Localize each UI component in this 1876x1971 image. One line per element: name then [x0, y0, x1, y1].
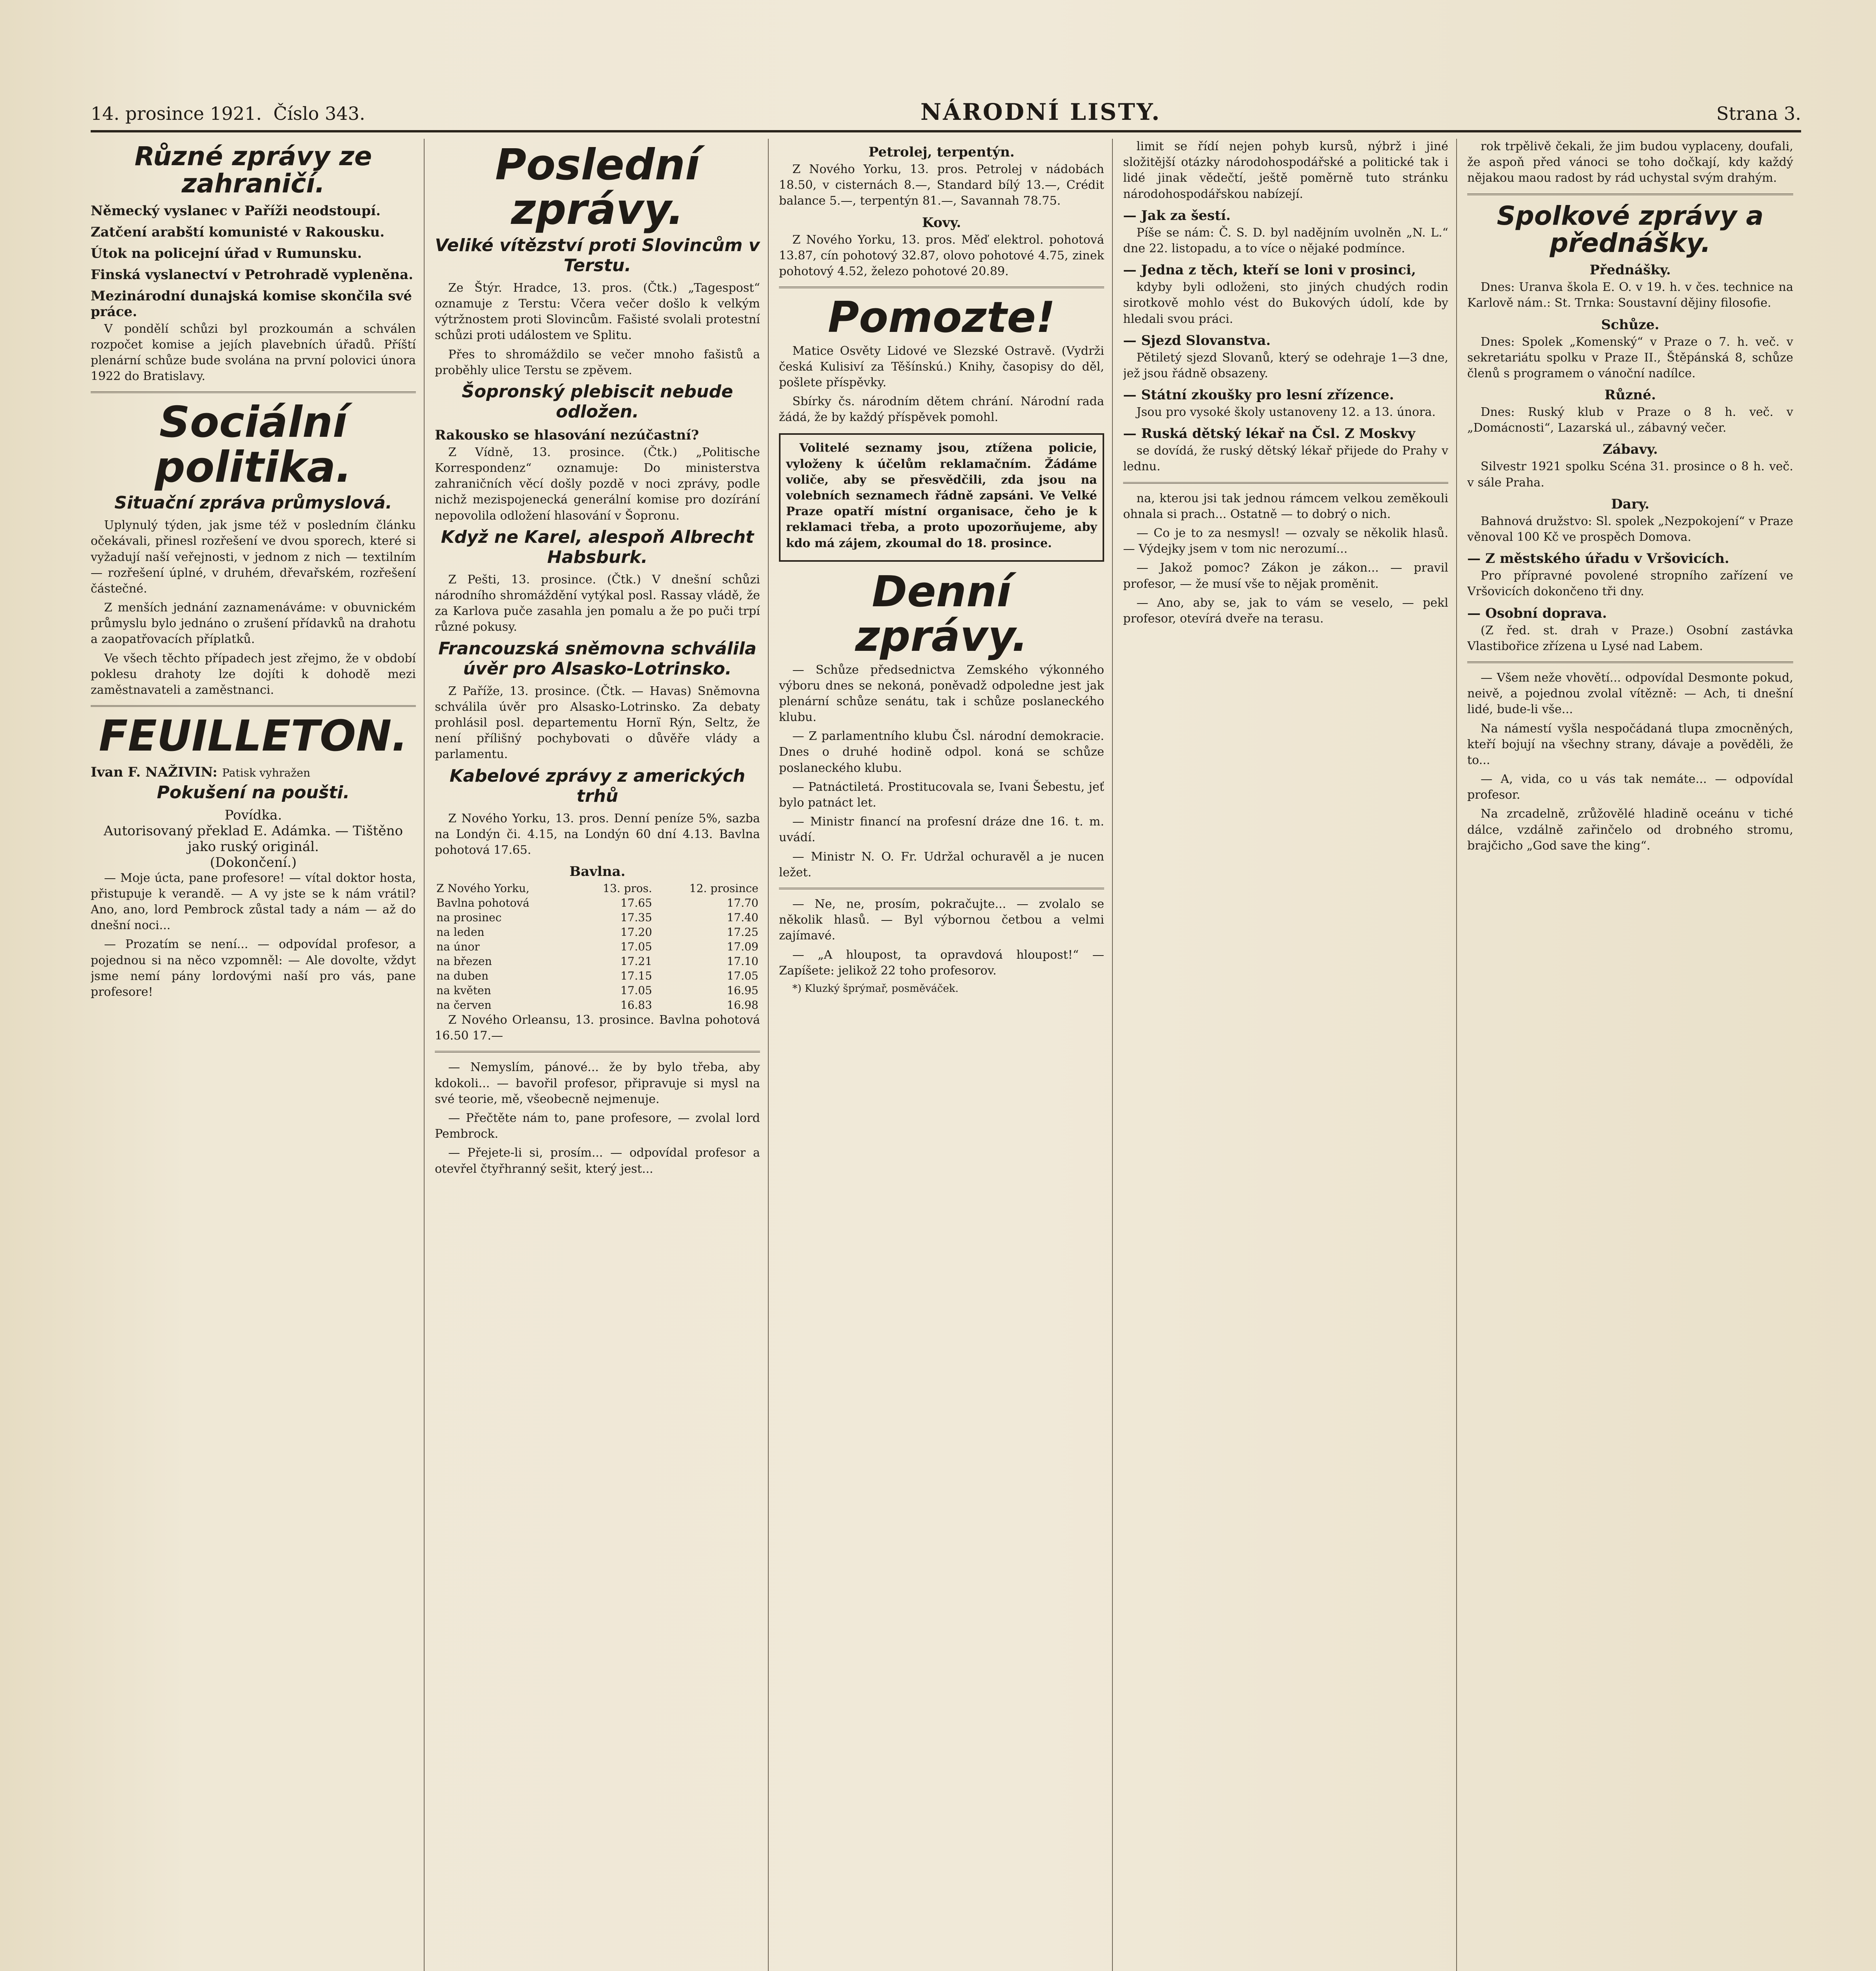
article-text: Na námestí vyšla nespočádaná tlupa zmocněných, kteří bojují na všechny strany, dávaje a pověděli, že to... — [1467, 721, 1793, 767]
table-cell: na leden — [436, 926, 484, 939]
article-text: Přes to shromáždilo se večer mnoho fašistů a proběhly ulice Terstu se zpěvem. — [435, 347, 760, 377]
table-header: 12. prosince — [689, 882, 758, 895]
article-text: Z Nového Yorku, 13. pros. Denní peníze 5%, sazba na Londýn či. 4.15, na Londýn 60 dní 4.13. Bavlna pohotová 17.65. — [435, 811, 760, 857]
table-cell: 17.21 — [620, 955, 652, 968]
market-table-title: Bavlna. — [569, 864, 626, 880]
cotton-price-table — [435, 881, 760, 1012]
headline-daily-news: Denní zprávy. — [855, 567, 1028, 661]
kicker: Petrolej, terpentýn. — [868, 144, 1015, 160]
article-text: Z Pešti, 13. prosince. (Čtk.) V dnešní schůzi národního shromáždění vytýkal posl. Rassay vládě, že za Karlova puče zasahla jen pomalu a že po puči trpí různé pokusy. — [435, 572, 760, 634]
article-text: kdyby byli odloženi, sto jiných chudých rodin sirotkově mohlo vést do Bukových údolí, kde by hledali svou práci. — [1123, 280, 1448, 326]
article-text: na, kterou jsi tak jednou rámcem velkou zeměkouli ohnala si prach... Ostatně — to dobrý o nich. — [1123, 491, 1448, 521]
article-text: se dovídá, že ruský dětský lékař přijede do Prahy v lednu. — [1123, 444, 1448, 474]
continuation-note: (Dokončení.) — [210, 854, 297, 870]
kicker: — Jak za šestí. — [1123, 207, 1231, 224]
table-cell: 17.25 — [727, 926, 758, 939]
subheadline-markets: Kabelové zprávy z amerických trhů — [449, 766, 745, 806]
table-row — [435, 881, 760, 896]
article-text: Z menších jednání zaznamenáváme: v obuvnickém průmyslu bylo jednáno o zrušení přídavků na drahotu a zaopatřovacích příplatků. — [91, 601, 416, 646]
kicker: Zatčení arabští komunisté v Rakousku. — [91, 224, 385, 240]
article-text: Dnes: Spolek „Komenský“ v Praze o 7. h. več. v sekretariátu spolku v Praze II., Štěpánská 8, schůze členů s programem o vánoční nadílce. — [1467, 335, 1793, 380]
table-cell: 17.09 — [727, 940, 758, 954]
subheadline: Když ne Karel, alespoň Albrecht Habsburk. — [441, 527, 754, 567]
article-text: — Přečtěte nám to, pane profesore, — zvolal lord Pembrock. — [435, 1111, 760, 1141]
article-text: — Patnáctiletá. Prostitucovala se, Ivani Šebestu, jeť bylo patnáct let. — [779, 780, 1104, 810]
article-text: — „A hloupost, ta opravdová hloupost!“ — Zapíšete: jelikož 22 toho profesorov. — [779, 948, 1104, 978]
section-label: Zábavy. — [1602, 442, 1658, 458]
kicker: — Osobní doprava. — [1467, 605, 1607, 621]
table-row — [435, 954, 760, 969]
kicker: — Ruská dětský lékař na Čsl. Z Moskvy — [1123, 426, 1416, 442]
article-text: limit se řídí nejen pohyb kursů, nýbrž i jiné složitější otázky národohospodářské a politické tak i lidé jinak vědečtí, ještě poměrně tuto stránku národohospodářskou nabízejí. — [1123, 140, 1448, 201]
column-4 — [1123, 139, 1457, 1971]
reprint-note: Patisk vyhražen — [222, 766, 311, 779]
article-text: — Schůze předsednictva Zemského výkonného výboru dnes se nekoná, poněvadž odpoledne jest jak plenární schůze senátu, tak i schůze poslaneckého klubu. — [779, 663, 1104, 725]
article-text: — Jakož pomoc? Zákon je zákon... — pravil profesor, — že musí vše to nějak proměnit. — [1123, 561, 1448, 591]
article-text: V pondělí schůzi byl prozkoumán a schválen rozpočet komise a jejích plavebních úřadů. Příští plenární schůze bude svolána na první polovici února 1922 do Bratislavy. — [91, 322, 416, 384]
section-label: Různé. — [1604, 387, 1656, 403]
divider — [779, 287, 1104, 288]
divider — [91, 705, 416, 707]
table-cell: 17.65 — [620, 896, 652, 910]
table-cell: 17.40 — [727, 911, 758, 924]
kicker: Útok na policejní úřad v Rumunsku. — [91, 245, 362, 261]
table-cell: 17.05 — [727, 969, 758, 983]
table-row — [435, 925, 760, 939]
section-label: Přednášky. — [1589, 262, 1671, 278]
article-text: Z Nového Orleansu, 13. prosince. Bavlna pohotová 16.50 17.— — [435, 1013, 760, 1043]
subheadline: Situační zpráva průmyslová. — [114, 493, 392, 513]
table-cell: 16.98 — [727, 999, 758, 1012]
kicker: Rakousko se hlasování nezúčastní? — [435, 427, 699, 443]
article-text: Z Nového Yorku, 13. pros. Petrolej v nádobách 18.50, v cisternách 8.—, Standard bílý 13.—, Crédit balance 5.—, terpentýn 81.—, Savannah 78.75. — [779, 162, 1104, 208]
article-text: — Prozatím se není... — odpovídal profesor, a pojednou si na něco vzpomněl: — Ale dovolte, vždyt jsme nemí pány lordovými naší pro vás, pane profesore! — [91, 937, 416, 999]
table-cell: 17.70 — [727, 896, 758, 910]
footnote: *) Kluzký šprýmař, posměváček. — [792, 982, 959, 995]
divider — [91, 391, 416, 393]
headline-club-news: Spolkové zprávy a přednášky. — [1497, 200, 1764, 258]
article-text: — Z parlamentního klubu Čsl. národní demokracie. Dnes o druhé hodině odpol. koná se schůze poslaneckého klubu. — [779, 729, 1104, 775]
table-row — [435, 998, 760, 1012]
kicker: — Sjezd Slovanstva. — [1123, 332, 1271, 348]
article-text: — Ano, aby se, jak to vám se veselo, — pekl profesor, otevírá dveře na terasu. — [1123, 596, 1448, 626]
table-cell: na květen — [436, 984, 491, 997]
article-text: — Moje úcta, pane profesore! — vítal doktor hosta, přistupuje k verandě. — A vy jste se k nám vrátil? Ano, ano, lord Pembrock zůstal tady a nám — až do dnešní noci... — [91, 871, 416, 933]
table-cell: 17.35 — [620, 911, 652, 924]
column-3 — [779, 139, 1113, 1971]
issue-number: Číslo 343. — [273, 103, 365, 124]
page-number: Strana 3. — [1716, 103, 1801, 124]
subheadline: Veliké vítězství proti Slovincům v Terstu. — [435, 235, 760, 276]
newspaper-title: NÁRODNÍ LISTY. — [920, 99, 1161, 125]
article-text: — Ne, ne, prosím, pokračujte... — zvolalo se několik hlasů. — Byl výbornou četbou a velmi zajímavé. — [779, 897, 1104, 943]
article-text: Jsou pro vysoké školy ustanoveny 12. a 13. února. — [1136, 405, 1436, 419]
table-cell: 17.20 — [620, 926, 652, 939]
headline-foreign-news: Různé zprávy ze zahraničí. — [134, 141, 372, 199]
feuilleton-author: Ivan F. NAŽIVIN: Patisk vyhražen — [91, 764, 311, 780]
kicker: Kovy. — [922, 214, 961, 231]
table-row — [435, 939, 760, 954]
article-text: Uplynulý týden, jak jsme též v posledním článku očekávali, přinesl rozřešení ve dvou sporech, které si vyžadují naší veřejnosti, v jednom z nich — textilním — rozřešení úplné, v druhém, dřevařském, rozřešení částečné. — [91, 518, 416, 596]
table-header: Z Nového Yorku, — [436, 882, 530, 895]
table-cell: na duben — [436, 969, 489, 983]
article-text: Pětiletý sjezd Slovanů, který se odehraje 1—3 dne, jež jsou řádně obsazeny. — [1123, 350, 1448, 380]
kicker: Mezinárodní dunajská komise skončila své práce. — [91, 288, 412, 320]
column-2 — [435, 139, 769, 1971]
table-cell: na únor — [436, 940, 480, 954]
article-text: Píše se nám: Č. S. D. byl nadějním uvolněn „N. L.“ dne 22. listopadu, a to více o nějaké podmínce. — [1123, 225, 1448, 255]
kicker: Finská vyslanectví v Petrohradě vypleněna. — [91, 266, 414, 283]
article-text: — Nemyslím, pánové... že by bylo třeba, aby kdokoli... — bavořil profesor, připravuje si mysl na své teorie, mě, všeobecně nejmenuje. — [435, 1060, 760, 1106]
article-text: — Ministr financí na profesní dráze dne 16. t. m. uvádí. — [779, 815, 1104, 845]
article-text: Na zrcadelně, zrůžovělé hladině oceánu v tiché dálce, vzdálně zařinčelo od drobného stromu, brajčicho „God save the king“. — [1467, 807, 1793, 853]
table-cell: Bavlna pohotová — [436, 896, 529, 910]
voter-notice-box — [779, 433, 1104, 561]
kicker: — Státní zkoušky pro lesní zřízence. — [1123, 387, 1394, 403]
article-text: Silvestr 1921 spolku Scéna 31. prosince o 8 h. več. v sále Praha. — [1467, 460, 1793, 490]
table-row — [435, 969, 760, 983]
story-title: Pokušení na poušti. — [156, 782, 350, 803]
table-cell: na prosinec — [436, 911, 502, 924]
table-row — [435, 983, 760, 998]
columns — [91, 139, 1801, 1971]
article-text: Matice Osvěty Lidové ve Slezské Ostravě. (Vydrži česká Kulisiví za Těšínskú.) Knihy, časopisy do děl, pošlete příspěvky. — [779, 344, 1104, 389]
article-text: Z Paříže, 13. prosince. (Čtk. — Havas) Sněmovna schválila úvěr pro Alsasko-Lotrinsko. Za debaty prohlásil posl. departementu Hornï Rýn, Seltz, že není přílišný pochybovati o důvěře vlády a parlamentu. — [435, 684, 760, 762]
article-text: Ze Štýr. Hradce, 13. pros. (Čtk.) „Tagespost“ oznamuje z Terstu: Včera večer došlo k velkým výtržnostem proti Slovincům. Fašisté svolali protestní schůzi proti událostem ve Splitu. — [435, 281, 760, 343]
article-text: Z Vídně, 13. prosince. (Čtk.) „Politische Korrespondenz“ oznamuje: Do ministerstva zahraničních věcí došly pozdě v noci zprávy, podle nichž mezispojenecká generální komise pro dozírání nepovolila odložení hlasování v Šopronu. — [435, 445, 760, 523]
feuilleton-heading: FEUILLETON. — [99, 712, 408, 761]
article-text: Ve všech těchto případech jest zřejmo, že v období poklesu drahoty lze dojíti k dohodě mezi zaměstnavateli a zaměstnanci. — [91, 651, 416, 697]
table-cell: 17.05 — [620, 940, 652, 954]
article-text: — Všem neže vhovětí... odpovídal Desmonte pokud, neivě, a pojednou zvolal vítězně: — Ach, ti dnešní lidé, bude-li vše... — [1467, 671, 1793, 717]
article-text: Bahnová družstvo: Sl. spolek „Nezpokojení“ v Praze věnoval 100 Kč ve prospěch Domova. — [1467, 514, 1793, 544]
article-text: — Ministr N. O. Fr. Udržal ochuravěl a je nucen ležet. — [779, 850, 1104, 879]
article-text: — Přejete-li si, prosím... — odpovídal profesor a otevřel čtyřhranný sešit, který jest... — [435, 1146, 760, 1176]
article-text: — A, vida, co u vás tak nemáte... — odpovídal profesor. — [1467, 772, 1793, 802]
column-5 — [1467, 139, 1801, 1971]
table-cell: 17.05 — [620, 984, 652, 997]
headline-social-policy: Sociální politika. — [155, 398, 352, 492]
table-header: 13. pros. — [603, 882, 652, 895]
article-text: Dnes: Uranva škola E. O. v 19. h. v čes. technice na Karlově nám.: St. Trnka: Soustavní dějiny filosofie. — [1467, 280, 1793, 310]
table-row — [435, 896, 760, 910]
kicker: — Z městského úřadu v Vršovicích. — [1467, 551, 1729, 567]
article-text: Dnes: Ruský klub v Praze o 8 h. več. v „Domácnosti“, Lazarská ul., zábavný večer. — [1467, 405, 1793, 435]
article-text: Z Nového Yorku, 13. pros. Měď elektrol. pohotová 13.87, cín pohotový 32.87, olovo pohotové 4.75, zinek pohotový 4.52, železo pohotové 20.89. — [779, 233, 1104, 278]
masthead — [91, 99, 1801, 132]
section-label: Dary. — [1611, 496, 1650, 512]
divider — [1123, 482, 1448, 484]
article-text: — Co je to za nesmysl! — ozvaly se několik hlasů. — Výdejky jsem v tom nic nerozumí... — [1123, 526, 1448, 556]
subheadline: Francouzská sněmovna schválila úvěr pro Alsasko-Lotrinsko. — [438, 638, 756, 679]
divider — [1467, 194, 1793, 195]
article-text: Pro přípravné povolené stropního zařízení ve Vršovicích dokončeno tři dny. — [1467, 569, 1793, 599]
translator-note: Autorisovaný překlad E. Adámka. — Tištěno jako ruský originál. — [103, 823, 403, 855]
section-label: Schůze. — [1601, 317, 1660, 333]
article-text: (Z řed. st. drah v Praze.) Osobní zastávka Vlastibořice zřízena u Lysé nad Labem. — [1467, 623, 1793, 653]
table-cell: 16.95 — [727, 984, 758, 997]
divider — [779, 888, 1104, 889]
divider — [435, 1051, 760, 1053]
headline-help: Pomozte! — [827, 293, 1056, 343]
masthead-date: 14. prosince 1921. Číslo 343. — [91, 103, 365, 124]
table-cell: 17.10 — [727, 955, 758, 968]
headline-latest-news: Poslední zprávy. — [495, 140, 700, 235]
kicker: Německý vyslanec v Paříži neodstoupí. — [91, 203, 381, 219]
divider — [1467, 661, 1793, 663]
table-cell: na červen — [436, 999, 492, 1012]
notice-text: Volitelé seznamy jsou, ztížena policie, vyloženy k účelům reklamačním. Žádáme voliče, aby se přesvědčili, zda jsou na volebních seznamech řádně zapsáni. Ve Velké Praze opatří místní organisace, čeho je k reklamaci třeba, a proto upozorňujeme, aby kdo má zájem, zkoumal do 18. prosince. — [786, 441, 1097, 550]
column-1 — [91, 139, 425, 1971]
table-cell: 16.83 — [620, 999, 652, 1012]
subheadline: Šopronský plebiscit nebude odložen. — [462, 381, 733, 422]
table-cell: na březen — [436, 955, 492, 968]
table-row — [435, 910, 760, 925]
kicker: — Jedna z těch, kteří se loni v prosinci, — [1123, 262, 1416, 278]
table-cell: 17.15 — [620, 969, 652, 983]
article-text: Sbírky čs. národním dětem chrání. Národní rada žádá, že by každý příspěvek pomohl. — [779, 395, 1104, 425]
story-genre: Povídka. — [224, 807, 282, 823]
article-text: rok trpělivě čekali, že jim budou vyplaceny, doufali, že aspoň před vánoci se toho dočkají, kdy každý nějakou maou radost by rád uchystal svým drahým. — [1467, 140, 1793, 185]
